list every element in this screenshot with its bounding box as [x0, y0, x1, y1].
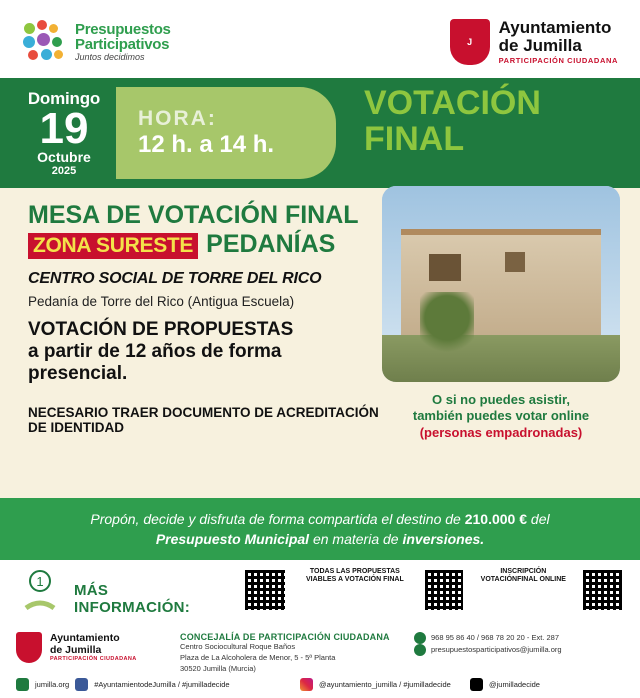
jumilla-shield-small-icon [16, 632, 42, 663]
phone-value: 968 95 86 40 / 968 78 20 20 - Ext. 287 [431, 633, 560, 643]
footer-ayuntamiento-logo [16, 632, 166, 663]
online-line1: O si no puedes asistir, [432, 392, 570, 407]
date-block [0, 89, 120, 177]
pedanias-label: PEDANÍAS [206, 230, 336, 259]
social-twitter[interactable] [470, 678, 540, 691]
hora-label: HORA: [138, 107, 217, 130]
centro-social-photo [382, 186, 620, 382]
web-value[interactable]: jumilla.org [35, 680, 70, 689]
facebook-value[interactable]: #AyuntamientodeJumilla / #jumilladecide [94, 680, 230, 689]
concejalia-block [180, 632, 400, 675]
ayuntamiento-line1: Ayuntamiento [498, 18, 612, 38]
footer-top [16, 568, 624, 632]
ayuntamiento-line2: de Jumilla [498, 36, 582, 56]
footer-contact-row [16, 632, 624, 675]
footer-ayto-sub: PARTICIPACIÓN CIUDADANA [50, 656, 137, 663]
mesa-title: MESA DE VOTACIÓN FINAL [28, 201, 359, 229]
email-value[interactable]: presupuestosparticipativos@jumilla.org [431, 645, 562, 655]
qr-info-block[interactable] [243, 568, 287, 612]
presupuestos-participativos-logo [22, 19, 171, 65]
poster-body [0, 188, 640, 498]
qr-info-code[interactable] [243, 568, 287, 612]
month-name: Octubre [37, 149, 91, 166]
necesario-documento: NECESARIO TRAER DOCUMENTO DE ACREDITACIÓN DE IDENTIDAD [28, 404, 379, 435]
hand-vote-icon [16, 568, 64, 614]
footer-ayto-line2: de Jumilla [50, 643, 102, 656]
email-row[interactable] [414, 644, 624, 656]
date-band [0, 78, 640, 188]
concejalia-line1: Centro Sociocultural Roque Baños [180, 642, 296, 651]
centro-social-name: CENTRO SOCIAL DE TORRE DEL RICO [28, 270, 322, 288]
concejalia-line2: Plaza de La Alcoholera de Menor, 5 - 5ª Planta [180, 652, 336, 662]
online-line3: (personas empadronadas) [419, 424, 583, 440]
votacion-propuestas [28, 319, 380, 385]
votacion-line1: VOTACIÓN DE PROPUESTAS [28, 319, 294, 341]
jumilla-shield-icon: J [450, 19, 490, 65]
year: 2025 [51, 165, 77, 178]
globe-icon [16, 678, 29, 691]
qr-propuestas-code[interactable] [423, 568, 466, 612]
ayuntamiento-logo [450, 19, 618, 65]
day-number: 19 [39, 103, 89, 153]
propon-text4: en materia de [312, 531, 399, 548]
twitter-value[interactable]: @jumilladecide [489, 680, 540, 689]
qr-inscripcion-code[interactable] [581, 568, 624, 612]
propon-text2: del [530, 511, 550, 527]
zona-badge: ZONA SURESTE [28, 233, 198, 259]
votacion-final-line2: FINAL [364, 119, 465, 158]
poster-header [0, 0, 640, 78]
contact-block [414, 632, 624, 656]
social-instagram[interactable] [300, 678, 451, 691]
propon-text5: inversiones. [402, 531, 485, 548]
photo-tree [420, 292, 474, 366]
zona-row [28, 230, 380, 259]
photo-block [382, 186, 620, 441]
social-web[interactable] [16, 678, 230, 691]
day-name: Domingo [27, 88, 101, 108]
hora-value: 12 h. a 14 h. [138, 131, 275, 158]
votacion-final-title [364, 86, 622, 157]
qr-propuestas-caption: TODAS LAS PROPUESTAS VIABLES A VOTACIÓN FINAL [305, 568, 404, 584]
online-line2: también puedes votar online [412, 408, 590, 424]
votacion-final-line1: VOTACIÓN [364, 84, 541, 122]
votacion-line2: a partir de 12 años de forma [28, 341, 282, 363]
qr-propuestas-block[interactable] [297, 568, 413, 588]
pp-line1: Presupuestos [75, 21, 171, 38]
propon-band [0, 498, 640, 560]
propon-text3: Presupuesto Municipal [155, 531, 310, 548]
body-left-column [28, 202, 380, 435]
mas-informacion-label: MÁS INFORMACIÓN: [74, 582, 191, 616]
phone-icon [414, 632, 426, 644]
concejalia-title: CONCEJALÍA DE PARTICIPACIÓN CIUDADANA [180, 632, 390, 642]
facebook-icon[interactable] [75, 678, 88, 691]
pp-tagline: Juntos decidimos [75, 52, 145, 62]
ayuntamiento-sub: PARTICIPACIÓN CIUDADANA [498, 55, 618, 65]
participativos-mark-icon [22, 19, 68, 65]
propon-text1: Propón, decide y disfruta de forma compartida el destino de [90, 511, 461, 527]
email-icon [414, 644, 426, 656]
phone-row [414, 632, 624, 644]
propon-amount: 210.000 € [464, 511, 528, 527]
footer-ayto-line1: Ayuntamiento [50, 631, 120, 644]
photo-ground [382, 335, 620, 382]
hora-pill [116, 87, 336, 179]
concejalia-line3: 30520 Jumilla (Murcia) [180, 663, 256, 673]
qr-inscripcion-caption: INSCRIPCIÓN VOTACIÓNFINAL ONLINE [480, 568, 566, 584]
pp-line2: Participativos [75, 36, 170, 53]
instagram-value[interactable]: @ayuntamiento_jumilla / #jumilladecide [319, 680, 451, 689]
votacion-line3: presencial. [28, 362, 128, 384]
poster-footer [0, 560, 640, 698]
pedania-sub: Pedanía de Torre del Rico (Antigua Escuela) [28, 294, 295, 310]
svg-text:1: 1 [36, 574, 44, 589]
qr-inscripcion-block[interactable] [475, 568, 571, 588]
instagram-icon[interactable] [300, 678, 313, 691]
online-vote-note [382, 392, 620, 441]
twitter-x-icon[interactable] [470, 678, 483, 691]
